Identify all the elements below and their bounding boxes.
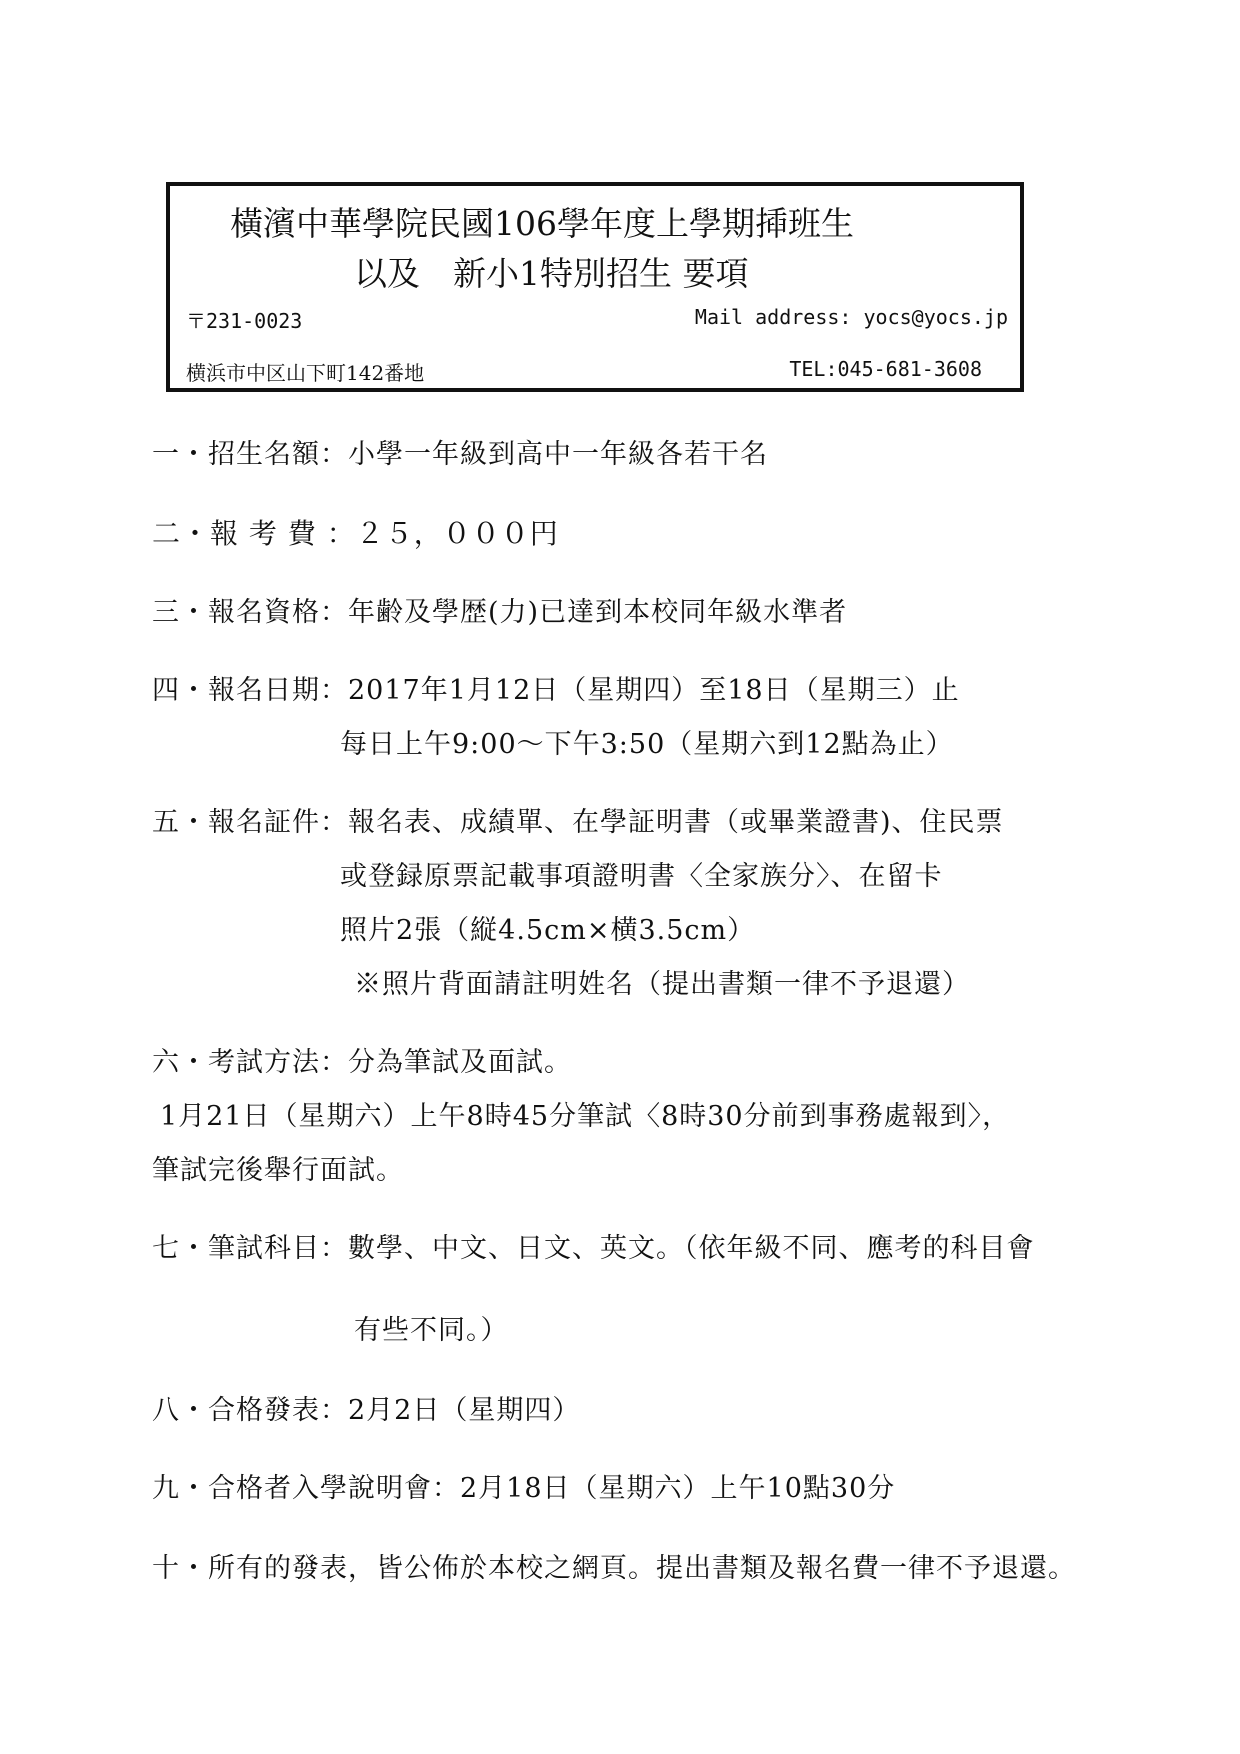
section-2-fee: 二・報 考 費 ：２５，０００円 <box>152 517 559 550</box>
mail-address: Mail address: yocs@yocs.jp <box>694 305 1008 329</box>
section-4-dates: 四・報名日期：2017年1月12日（星期四）至18日（星期三）止 <box>152 675 960 706</box>
section-5-photo-note: ※照片背面請註明姓名（提出書類一律不予退還） <box>354 969 970 1000</box>
section-6-interview: 筆試完後舉行面試。 <box>152 1155 404 1186</box>
section-10-announcements: 十・所有的發表，皆公佈於本校之網頁。提出書類及報名費一律不予退還。 <box>152 1553 1076 1584</box>
section-5-photo: 照片2張（縦4.5cm×横3.5cm） <box>340 915 756 946</box>
section-6-exam-schedule: 1月21日（星期六）上午8時45分筆試〈8時30分前到事務處報到〉， <box>160 1101 1011 1132</box>
section-8-results: 八・合格發表：2月2日（星期四） <box>152 1395 581 1426</box>
telephone-number: TEL:045-681-3608 <box>789 357 982 381</box>
section-3-eligibility: 三・報名資格：年齢及學歴(力)已達到本校同年級水準者 <box>152 597 848 628</box>
document-title-line1: 橫濱中華學院民國106學年度上學期揷班生 <box>230 204 854 243</box>
section-9-orientation: 九・合格者入學說明會：2月18日（星期六）上午10點30分 <box>152 1473 896 1504</box>
section-7-subjects-line2: 有些不同。） <box>354 1315 509 1346</box>
section-4-hours: 每日上午9:00～下午3:50（星期六到12點為止） <box>340 729 954 760</box>
section-1-quota: 一・招生名額：小學一年級到高中一年級各若干名 <box>152 439 768 470</box>
document-title-line2: 以及 新小1特別招生 要項 <box>354 254 749 293</box>
section-6-exam-method: 六・考試方法：分為筆試及面試。 <box>152 1047 572 1078</box>
street-address: 横浜市中区山下町142番地 <box>186 361 425 385</box>
header-box <box>166 182 1024 392</box>
postal-code: 〒231-0023 <box>186 309 303 333</box>
section-5-documents: 五・報名証件：報名表、成績單、在學証明書（或畢業證書)、住民票 <box>152 807 1004 838</box>
section-7-subjects: 七・筆試科目：數學、中文、日文、英文。（依年級不同、應考的科目會 <box>152 1233 1035 1264</box>
section-5-documents-line2: 或登録原票記載事項證明書〈全家族分〉、在留卡 <box>340 861 943 892</box>
